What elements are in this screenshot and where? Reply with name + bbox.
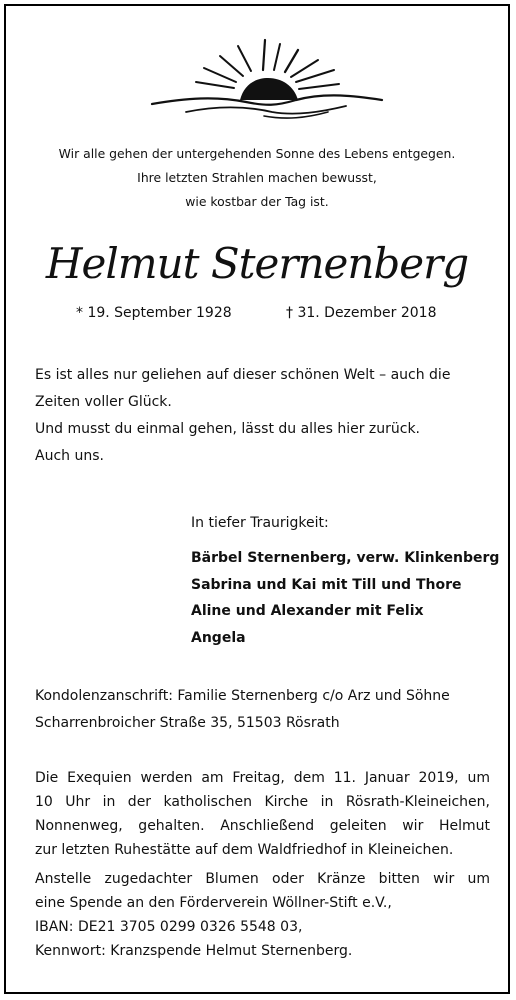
donation-line: IBAN: DE21 3705 0299 0326 5548 03, <box>35 919 303 935</box>
death-date: † 31. Dezember 2018 <box>286 305 437 321</box>
mourner: Angela <box>191 629 246 646</box>
verse-line: Es ist alles nur geliehen auf dieser schönen Welt – auch die <box>35 367 451 383</box>
mourner: Bärbel Sternenberg, verw. Klinkenberg <box>191 550 500 566</box>
verse-line: Und musst du einmal gehen, lässt du alles hier zurück. <box>35 421 421 437</box>
donation-line: Anstelle zugedachter Blumen oder Kränze bitten wir um <box>35 871 490 887</box>
verse-line: Auch uns. <box>35 448 104 464</box>
mourners-list <box>191 545 499 651</box>
birth-date: * 19. September 1928 <box>76 305 232 321</box>
condolence-line: Scharrenbroicher Straße 35, 51503 Rösrath <box>35 714 340 731</box>
mourner: Aline und Alexander mit Felix <box>191 603 424 619</box>
verse-line: Zeiten voller Glück. <box>35 394 172 410</box>
condolence-line: Kondolenzanschrift: Familie Sternenberg c/o Arz und Söhne <box>35 688 450 704</box>
poem <box>6 142 508 214</box>
funeral-line: zur letzten Ruhestätte auf dem Waldfriedhof in Kleineichen. <box>35 842 454 858</box>
mourner: Sabrina und Kai mit Till und Thore <box>191 576 462 593</box>
obituary-notice <box>4 4 510 994</box>
donation-line: Kennwort: Kranzspende Helmut Sternenberg. <box>35 943 353 959</box>
verse <box>35 362 485 470</box>
poem-line: Wir alle gehen der untergehenden Sonne des Lebens entgegen. <box>58 146 456 161</box>
funeral-info <box>35 766 490 862</box>
poem-line: wie kostbar der Tag ist. <box>185 194 329 209</box>
poem-line: Ihre letzten Strahlen machen bewusst, <box>137 170 377 185</box>
condolence-address <box>35 683 490 736</box>
funeral-line: 10 Uhr in der katholischen Kirche in Rösrath-Kleineichen, <box>35 794 490 810</box>
donation-info <box>35 867 490 963</box>
donation-line: eine Spende an den Förderverein Wöllner-Stift e.V., <box>35 895 392 911</box>
setting-sun-icon <box>146 32 386 124</box>
funeral-line: Nonnenweg, gehalten. Anschließend geleiten wir Helmut <box>35 818 490 834</box>
mourning-intro: In tiefer Traurigkeit: <box>191 515 329 531</box>
funeral-line: Die Exequien werden am Freitag, dem 11. Januar 2019, um <box>35 770 490 786</box>
deceased-name: Helmut Sternenberg <box>45 239 469 288</box>
